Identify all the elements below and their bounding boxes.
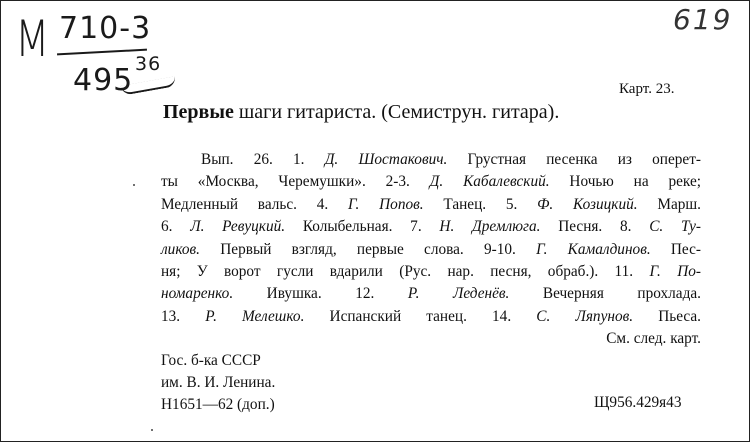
library-name: Гос. б-ка СССР [161,352,261,369]
text-fragment: Танец. 5. [423,195,538,213]
body-line [161,216,701,238]
text-fragment: Пьеса. [633,307,701,325]
text-fragment: ты «Москва, Черемушки». 2-3. [161,173,430,191]
text-fragment: Пес- [650,240,701,258]
title-rest: шаги гитариста. (Семиструн. гитара). [233,101,560,123]
text-fragment: Грустная песенка из оперет- [447,151,701,168]
text-fragment: Вып. 26. 1. [201,151,325,168]
text-fragment: 13. [161,307,206,325]
card-number: Карт. 23. [619,81,675,97]
body-line-continued [161,328,701,350]
composer-name: Р. Леденёв. [407,285,510,303]
composer-name: ликов. [161,240,201,258]
paper-speck [133,184,135,186]
call-number-bottom: 495 [73,63,134,98]
composer-name: Р. Мелешко. [205,307,305,325]
composer-name: Г. По- [649,263,701,281]
composer-name: Г. Попов. [347,195,424,213]
text-fragment: Ночью на реке; [549,173,702,191]
call-number-letter: М [15,11,51,69]
composer-name: Н. Дремлюга. [439,218,541,236]
text-fragment: Вечерняя прохлада. [509,285,701,303]
call-number-divider [57,49,147,56]
call-number-top: 710-3 [59,11,152,46]
composer-name: С. Ляпунов. [536,307,634,325]
composer-name: Д. Шостакович. [324,151,448,168]
composer-name: Г. Камалдинов. [536,240,651,258]
order-code: Н1651—62 (доп.) [161,396,275,413]
text-fragment: Испанский танец. 14. [304,307,537,325]
body-line [161,261,701,283]
text-fragment: Песня. 8. [540,218,650,236]
corner-number: 619 [673,3,733,36]
body-line [161,283,701,305]
composer-name: номаренко. [161,285,234,303]
text-fragment: Первый взгляд, первые слова. 9-10. [200,240,537,258]
text-fragment: 6. [161,218,191,236]
title-bold-part: Первые [163,101,234,123]
text-fragment: ня; У ворот гусли вдарили (Рус. нар. песня, обраб.). 11. [161,263,650,281]
composer-name: Ф. Козицкий. [537,195,638,213]
text-fragment: Марш. [637,195,702,213]
text-fragment: Ивушка. 12. [233,285,408,303]
body-line [161,306,701,328]
body-line [161,194,701,216]
call-number-superscript: 36 [135,53,162,75]
composer-name: Д. Кабалевский. [429,173,550,191]
library-name-continued: им. В. И. Ленина. [161,374,276,391]
library-imprint [161,350,275,416]
classification-code: Щ956.429я43 [594,394,682,411]
composer-name: С. Ту- [649,218,701,236]
text-fragment: Колыбельная. 7. [285,218,440,236]
body-line [161,149,701,171]
contents-description [161,149,701,351]
text-fragment: Медленный вальс. 4. [161,195,348,213]
paper-speck [151,429,153,431]
card-title [163,101,559,124]
body-line [161,171,701,193]
see-next-card: См. след. карт. [606,330,701,348]
body-line [161,239,701,261]
composer-name: Л. Ревуцкий. [190,218,286,236]
